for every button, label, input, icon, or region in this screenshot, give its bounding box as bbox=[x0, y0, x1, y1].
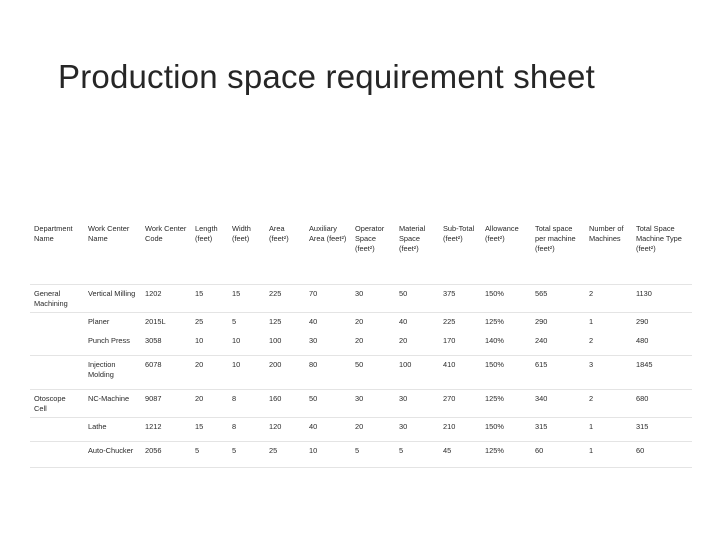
allowance-cell: 125% bbox=[481, 312, 531, 336]
machines-cell: 2 bbox=[589, 335, 594, 345]
column-header: Material Space (feet²) bbox=[399, 224, 426, 253]
subtotal-cell: 270 bbox=[439, 389, 481, 417]
column-header: Total space per machine (feet²) bbox=[535, 224, 576, 253]
operator-cell: 20 bbox=[351, 417, 395, 441]
space-requirement-table bbox=[30, 220, 692, 468]
width-cell: 8 bbox=[228, 417, 265, 441]
work-center-cell: Injection Molding bbox=[84, 355, 141, 389]
area-cell: 160 bbox=[265, 389, 305, 417]
area-cell: 225 bbox=[265, 285, 305, 313]
machines-cell: 2 bbox=[585, 285, 632, 313]
operator-cell: 30 bbox=[351, 285, 395, 313]
allowance-cell: 125% bbox=[481, 441, 531, 467]
width-cell: 8 bbox=[228, 389, 265, 417]
machines-cell: 1 bbox=[585, 441, 632, 467]
total-per-machine-cell: 60 bbox=[531, 441, 585, 467]
width-cell: 10 bbox=[232, 335, 241, 345]
area-cell: 120 bbox=[265, 417, 305, 441]
area-cell: 200 bbox=[265, 355, 305, 389]
auxiliary-cell: 30 bbox=[309, 335, 318, 345]
table-row bbox=[30, 355, 692, 389]
code-cell: 9087 bbox=[141, 389, 191, 417]
department-cell bbox=[30, 441, 84, 467]
table-row bbox=[30, 285, 692, 313]
length-cell: 10 bbox=[195, 335, 204, 345]
total-type-cell: 480 bbox=[636, 335, 649, 345]
code-cell: 2015L bbox=[141, 312, 191, 336]
work-center-cell: NC-Machine bbox=[84, 389, 141, 417]
department-cell: General Machining bbox=[30, 285, 84, 313]
total-type-cell: 1845 bbox=[632, 355, 692, 389]
subtotal-cell: 375 bbox=[439, 285, 481, 313]
table-row bbox=[30, 441, 692, 467]
auxiliary-cell: 80 bbox=[305, 355, 351, 389]
length-cell: 5 bbox=[191, 441, 228, 467]
total-per-machine-cell: 615 bbox=[531, 355, 585, 389]
table-row bbox=[30, 336, 692, 356]
material-cell: 30 bbox=[395, 417, 439, 441]
column-header: Allowance (feet²) bbox=[485, 224, 519, 243]
table-header-row bbox=[30, 220, 692, 285]
column-header: Area (feet²) bbox=[269, 224, 289, 243]
table-row bbox=[30, 389, 692, 417]
allowance-cell: 150% bbox=[481, 285, 531, 313]
column-header: Operator Space (feet²) bbox=[355, 224, 385, 253]
work-center-cell: Auto-Chucker bbox=[84, 441, 141, 467]
total-type-cell: 1130 bbox=[632, 285, 692, 313]
total-type-cell: 680 bbox=[632, 389, 692, 417]
department-cell bbox=[30, 312, 84, 336]
width-cell: 15 bbox=[228, 285, 265, 313]
auxiliary-cell: 40 bbox=[305, 312, 351, 336]
work-center-cell: Punch Press bbox=[88, 335, 130, 345]
material-cell: 100 bbox=[395, 355, 439, 389]
subtotal-cell: 225 bbox=[439, 312, 481, 336]
column-header: Number of Machines bbox=[589, 224, 624, 243]
allowance-cell: 125% bbox=[481, 389, 531, 417]
length-cell: 25 bbox=[191, 312, 228, 336]
machines-cell: 1 bbox=[585, 312, 632, 336]
allowance-cell: 150% bbox=[481, 355, 531, 389]
subtotal-cell: 410 bbox=[439, 355, 481, 389]
code-cell: 2056 bbox=[141, 441, 191, 467]
length-cell: 20 bbox=[191, 355, 228, 389]
column-header: Work Center Name bbox=[88, 224, 130, 243]
department-cell: Otoscope Cell bbox=[30, 389, 84, 417]
width-cell: 5 bbox=[228, 312, 265, 336]
allowance-cell: 150% bbox=[481, 417, 531, 441]
column-header: Auxiliary Area (feet²) bbox=[309, 224, 347, 243]
length-cell: 20 bbox=[191, 389, 228, 417]
total-per-machine-cell: 315 bbox=[531, 417, 585, 441]
operator-cell: 20 bbox=[355, 335, 364, 345]
auxiliary-cell: 40 bbox=[305, 417, 351, 441]
material-cell: 50 bbox=[395, 285, 439, 313]
length-cell: 15 bbox=[191, 417, 228, 441]
code-cell: 1212 bbox=[141, 417, 191, 441]
department-cell bbox=[30, 355, 84, 389]
department-cell bbox=[30, 417, 84, 441]
width-cell: 5 bbox=[228, 441, 265, 467]
column-header: Total Space Machine Type (feet²) bbox=[636, 224, 682, 253]
total-type-cell: 60 bbox=[632, 441, 692, 467]
machines-cell: 3 bbox=[585, 355, 632, 389]
area-cell: 100 bbox=[269, 335, 282, 345]
column-header: Length (feet) bbox=[195, 224, 218, 243]
material-cell: 40 bbox=[395, 312, 439, 336]
total-type-cell: 315 bbox=[632, 417, 692, 441]
slide-title: Production space requirement sheet bbox=[58, 58, 595, 95]
work-center-cell: Planer bbox=[84, 312, 141, 336]
subtotal-cell: 210 bbox=[439, 417, 481, 441]
column-header: Work Center Code bbox=[145, 224, 187, 243]
column-header: Department Name bbox=[34, 224, 73, 243]
total-type-cell: 290 bbox=[632, 312, 692, 336]
auxiliary-cell: 70 bbox=[305, 285, 351, 313]
area-cell: 25 bbox=[265, 441, 305, 467]
operator-cell: 20 bbox=[351, 312, 395, 336]
area-cell: 125 bbox=[265, 312, 305, 336]
total-per-machine-cell: 340 bbox=[531, 389, 585, 417]
total-per-machine-cell: 565 bbox=[531, 285, 585, 313]
material-cell: 30 bbox=[395, 389, 439, 417]
work-center-cell: Lathe bbox=[84, 417, 141, 441]
allowance-cell: 140% bbox=[485, 335, 504, 345]
total-per-machine-cell: 290 bbox=[531, 312, 585, 336]
code-cell: 1202 bbox=[141, 285, 191, 313]
auxiliary-cell: 10 bbox=[305, 441, 351, 467]
column-header: Sub-Total (feet²) bbox=[443, 224, 475, 243]
subtotal-cell: 45 bbox=[439, 441, 481, 467]
length-cell: 15 bbox=[191, 285, 228, 313]
code-cell: 6078 bbox=[141, 355, 191, 389]
total-per-machine-cell: 240 bbox=[535, 335, 548, 345]
operator-cell: 5 bbox=[351, 441, 395, 467]
width-cell: 10 bbox=[228, 355, 265, 389]
code-cell: 3058 bbox=[145, 335, 162, 345]
table-row bbox=[30, 312, 692, 336]
column-header: Width (feet) bbox=[232, 224, 251, 243]
subtotal-cell: 170 bbox=[443, 335, 456, 345]
department-cell bbox=[30, 336, 84, 356]
auxiliary-cell: 50 bbox=[305, 389, 351, 417]
machines-cell: 2 bbox=[585, 389, 632, 417]
operator-cell: 50 bbox=[351, 355, 395, 389]
work-center-cell: Vertical Milling bbox=[84, 285, 141, 313]
material-cell: 5 bbox=[395, 441, 439, 467]
material-cell: 20 bbox=[399, 335, 408, 345]
operator-cell: 30 bbox=[351, 389, 395, 417]
table-row bbox=[30, 417, 692, 441]
machines-cell: 1 bbox=[585, 417, 632, 441]
